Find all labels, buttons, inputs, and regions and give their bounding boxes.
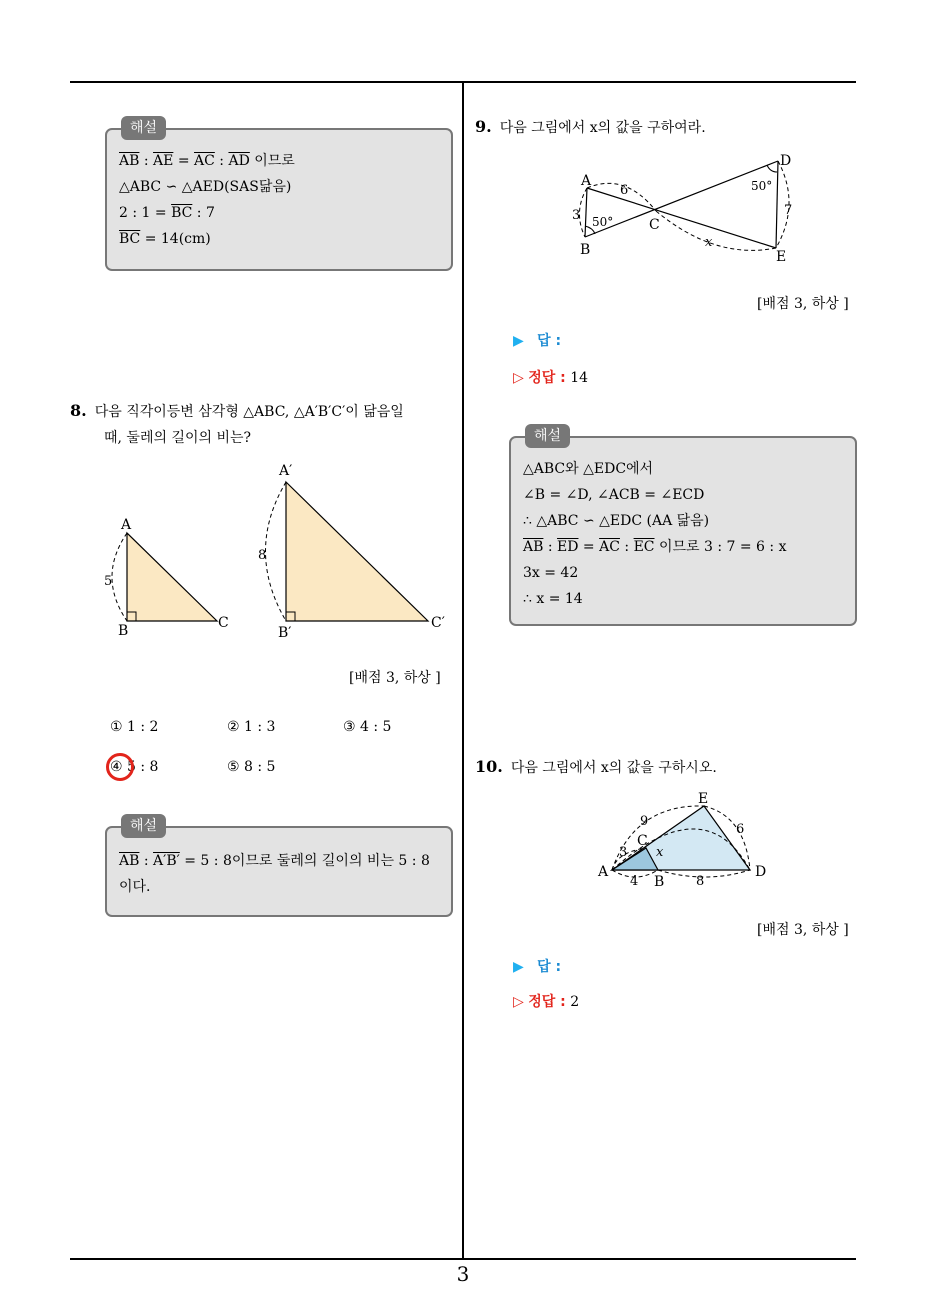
question-number: 9. [475, 117, 492, 136]
figure-q9 [565, 148, 805, 268]
solution-line: $\overline{AB}$ : $\overline{AE} = \overline{AC}$ : $\overline{AD}$ 이므로 [119, 153, 295, 169]
bottom-rule [70, 1258, 856, 1260]
score-label: [배점 3, 하상 ] [757, 296, 849, 312]
svg-text:9: 9 [640, 814, 649, 829]
svg-text:C: C [649, 217, 660, 233]
triangle-outline-icon: ▷ [513, 370, 524, 386]
question-number: 10. [475, 757, 503, 776]
question-text: 다음 그림에서 x의 값을 구하시오. [510, 760, 717, 776]
solution-line: $\overline{AB}$ : $\overline{ED} = \overline{AC}$ : $\overline{EC}$ 이므로 3 : 7 = 6 : x [523, 539, 787, 555]
correct-answer-row: ▷ 정답 : 2 [513, 994, 580, 1010]
solution-tag: 해설 [525, 424, 570, 448]
figure-q10 [595, 786, 775, 891]
svg-text:A: A [598, 864, 609, 880]
solution-line: 이다. [119, 879, 151, 895]
question-text: 때, 둘레의 길이의 비는? [104, 430, 252, 446]
play-icon: ▶ [513, 333, 524, 349]
solution-box-2 [105, 818, 453, 917]
vertex-label: A [121, 517, 132, 533]
solution-box-3 [509, 428, 857, 626]
svg-text:E: E [776, 249, 787, 265]
svg-text:B: B [654, 874, 665, 890]
choice-1[interactable]: ① 1 : 2 [110, 719, 159, 735]
solution-line: △ABC ∽ △AED(SAS닮음) [119, 179, 292, 195]
page-number: 3 [456, 1262, 470, 1286]
question-text: 다음 직각이등변 삼각형 △ABC, △A′B′C′이 닮음일 [94, 404, 404, 420]
solution-line: $\overline{AB}$ : A′B′ = 5 : 8이므로 둘레의 길이의 비는 5 : 8 [119, 853, 430, 869]
figure-q8 [95, 455, 465, 645]
svg-text:3: 3 [572, 208, 581, 223]
triangle-outline-icon: ▷ [513, 994, 524, 1010]
solution-line: △ABC와 △EDC에서 [523, 461, 654, 477]
svg-text:B: B [580, 242, 591, 258]
vertex-label: B [118, 623, 129, 639]
side-label: 5 [104, 574, 113, 589]
question-8 [70, 398, 460, 451]
svg-text:x: x [705, 235, 713, 250]
side-arc [266, 482, 287, 621]
solution-box-1 [105, 120, 453, 271]
svg-text:3: 3 [619, 845, 628, 860]
vertex-label: C′ [431, 615, 445, 631]
selected-answer-circle [106, 753, 134, 781]
choice-2[interactable]: ② 1 : 3 [227, 719, 276, 735]
question-9 [475, 114, 706, 141]
svg-text:6: 6 [736, 822, 745, 837]
svg-text:6: 6 [620, 183, 629, 198]
column-divider [462, 83, 464, 1260]
side-label: 8 [258, 548, 267, 563]
vertex-label: A′ [279, 463, 293, 479]
score-label: [배점 3, 하상 ] [349, 670, 441, 686]
solution-line: ∴ x = 14 [523, 591, 583, 607]
svg-text:D: D [780, 153, 792, 169]
svg-text:C: C [637, 833, 648, 849]
choice-5[interactable]: ⑤ 8 : 5 [227, 759, 276, 775]
svg-text:50°: 50° [592, 215, 614, 229]
svg-text:A: A [581, 173, 592, 189]
question-number: 8. [70, 401, 87, 420]
side-arc [112, 533, 127, 621]
answer-row: ▶ 답 : [513, 959, 562, 975]
svg-text:D: D [755, 864, 767, 880]
triangle-abc [127, 533, 217, 621]
solution-line: 3x = 42 [523, 565, 579, 581]
solution-line: $\overline{BC} = 14(cm)$ [119, 231, 211, 247]
solution-tag: 해설 [121, 116, 166, 140]
solution-line: ∴ △ABC ∽ △EDC (AA 닮음) [523, 513, 710, 529]
question-text: 다음 그림에서 x의 값을 구하여라. [499, 120, 706, 136]
solution-line: 2 : $1 = \overline{BC}$ : 7 [119, 205, 215, 221]
svg-text:7: 7 [784, 203, 793, 218]
play-icon: ▶ [513, 959, 524, 975]
choice-3[interactable]: ③ 4 : 5 [343, 719, 392, 735]
vertex-label: C [218, 615, 229, 631]
solution-line: ∠B = ∠D, ∠ACB = ∠ECD [523, 487, 705, 503]
svg-text:x: x [656, 845, 664, 860]
triangle-a2b2c2 [286, 482, 428, 621]
choice-4[interactable]: ④ 5 : 8 [110, 759, 159, 775]
question-10 [475, 754, 717, 781]
vertex-label: B′ [278, 625, 292, 641]
answer-row: ▶ 답 : [513, 333, 562, 349]
solution-tag: 해설 [121, 814, 166, 838]
svg-text:E: E [698, 791, 709, 807]
svg-text:4: 4 [630, 874, 639, 889]
svg-text:8: 8 [696, 874, 705, 889]
score-label: [배점 3, 하상 ] [757, 922, 849, 938]
svg-text:50°: 50° [751, 179, 773, 193]
correct-answer-row: ▷ 정답 : 14 [513, 370, 589, 386]
